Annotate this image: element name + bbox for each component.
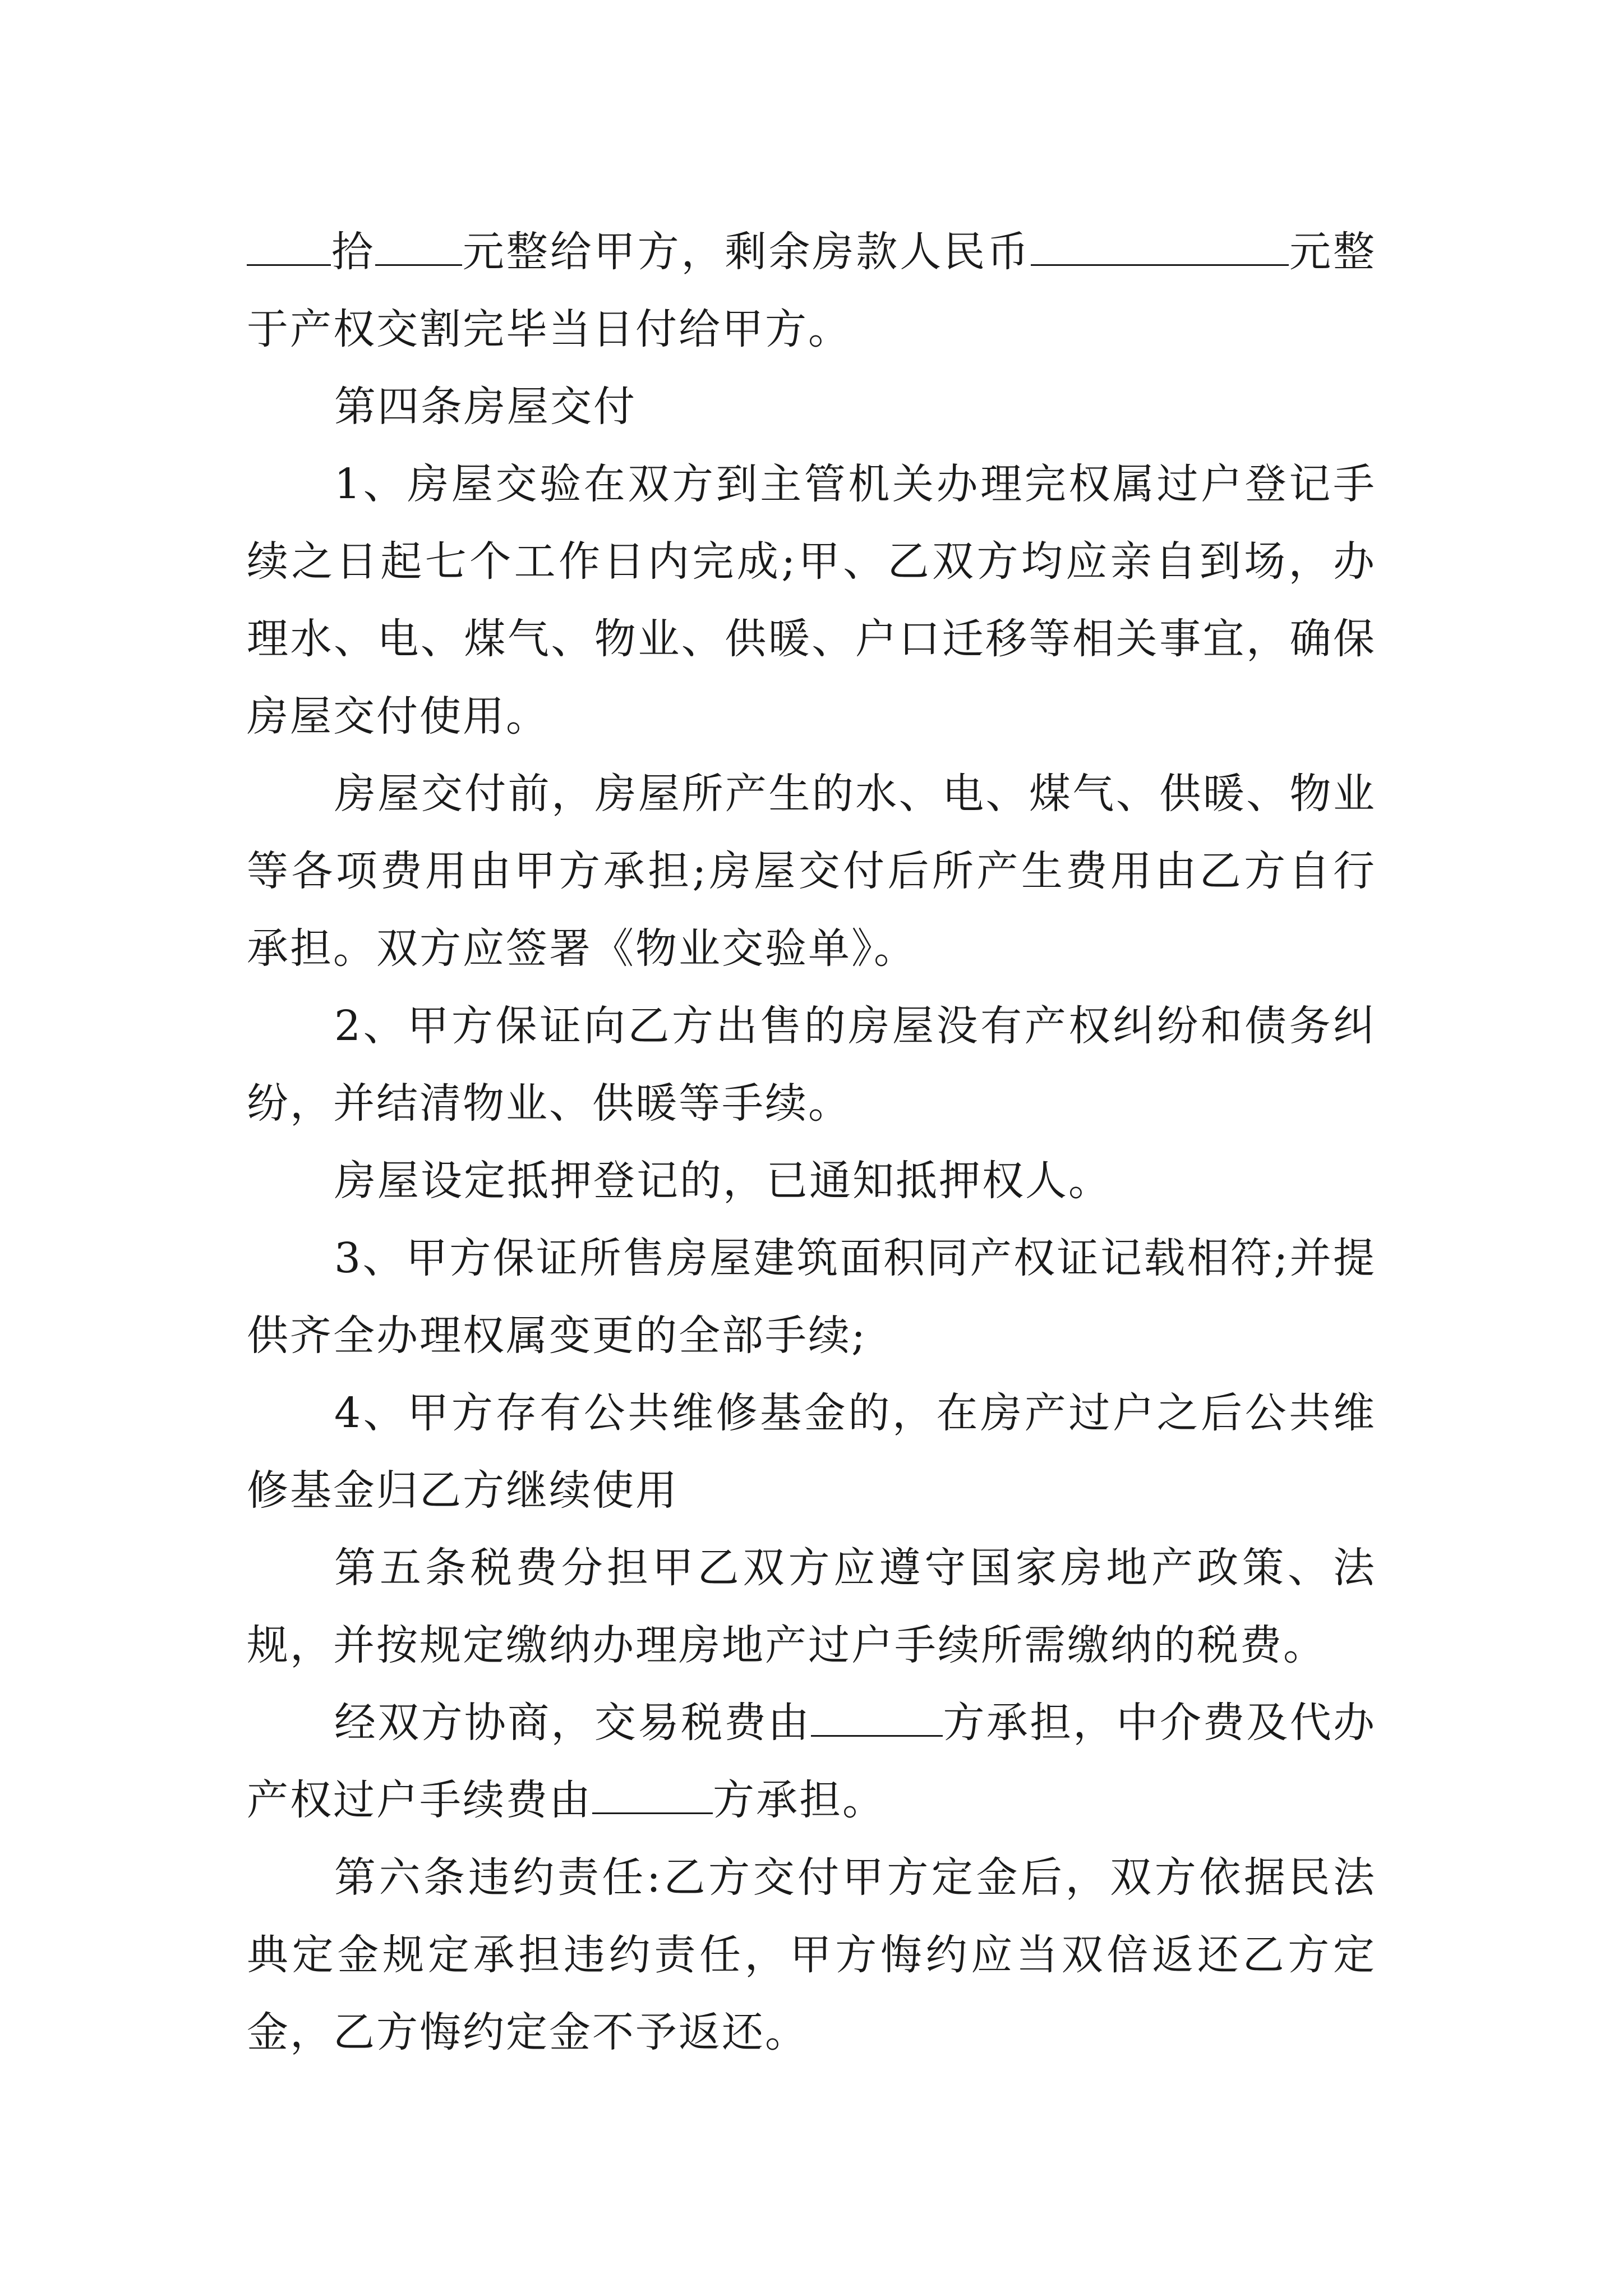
paragraph (247, 1529, 1376, 1684)
paragraph-text: 方承担，中介费及代办产权过户手续费由 (247, 1699, 1377, 1824)
paragraph-text: 第四条房屋交付 (334, 383, 637, 431)
paragraph-text: 经双方协商，交易税费由 (334, 1699, 811, 1747)
paragraph (247, 755, 1376, 987)
section-heading (247, 368, 1376, 445)
paragraph (247, 445, 1376, 755)
fill-blank (375, 219, 462, 266)
paragraph (247, 1220, 1376, 1374)
paragraph-text: 2、甲方保证向乙方出售的房屋没有产权纠纷和债务纠纷，并结清物业、供暖等手续。 (247, 1002, 1376, 1128)
paragraph-text: 3、甲方保证所售房屋建筑面积同产权证记载相符;并提供齐全办理权属变更的全部手续; (247, 1234, 1376, 1360)
paragraph-text: 方承担。 (713, 1776, 886, 1824)
paragraph-text: 房屋设定抵押登记的，已通知抵押权人。 (334, 1157, 1112, 1205)
paragraph (247, 213, 1376, 368)
paragraph (247, 1839, 1376, 2071)
fill-blank (247, 219, 331, 266)
paragraph (247, 1142, 1376, 1220)
paragraph (247, 1684, 1376, 1839)
paragraph-text: 拾 (331, 228, 375, 276)
paragraph-text: 元整给甲方，剩余房款人民币 (462, 228, 1031, 276)
document-page (247, 213, 1376, 2071)
paragraph-text: 第五条税费分担甲乙双方应遵守国家房地产政策、法规，并按规定缴纳办理房地产过户手续所需缴纳的税费。 (247, 1544, 1376, 1669)
paragraph (247, 1374, 1376, 1529)
fill-blank (592, 1768, 713, 1814)
paragraph-text: 4、甲方存有公共维修基金的，在房产过户之后公共维修基金归乙方继续使用 (247, 1389, 1376, 1515)
paragraph-text: 1、房屋交验在双方到主管机关办理完权属过户登记手续之日起七个工作日内完成;甲、乙双方均应亲自到场，办理水、电、煤气、物业、供暖、户口迁移等相关事宜，确保房屋交付使用。 (247, 460, 1376, 740)
paragraph-text: 房屋交付前，房屋所产生的水、电、煤气、供暖、物业等各项费用由甲方承担;房屋交付后所产生费用由乙方自行承担。双方应签署《物业交验单》。 (247, 770, 1376, 973)
fill-blank (811, 1690, 943, 1737)
paragraph-text: 第六条违约责任:乙方交付甲方定金后，双方依据民法典定金规定承担违约责任，甲方悔约应当双倍返还乙方定金，乙方悔约定金不予返还。 (247, 1853, 1376, 2056)
paragraph-text: 元整于产权交割完毕当日付给甲方。 (247, 228, 1377, 353)
fill-blank (1031, 219, 1289, 266)
paragraph (247, 987, 1376, 1142)
